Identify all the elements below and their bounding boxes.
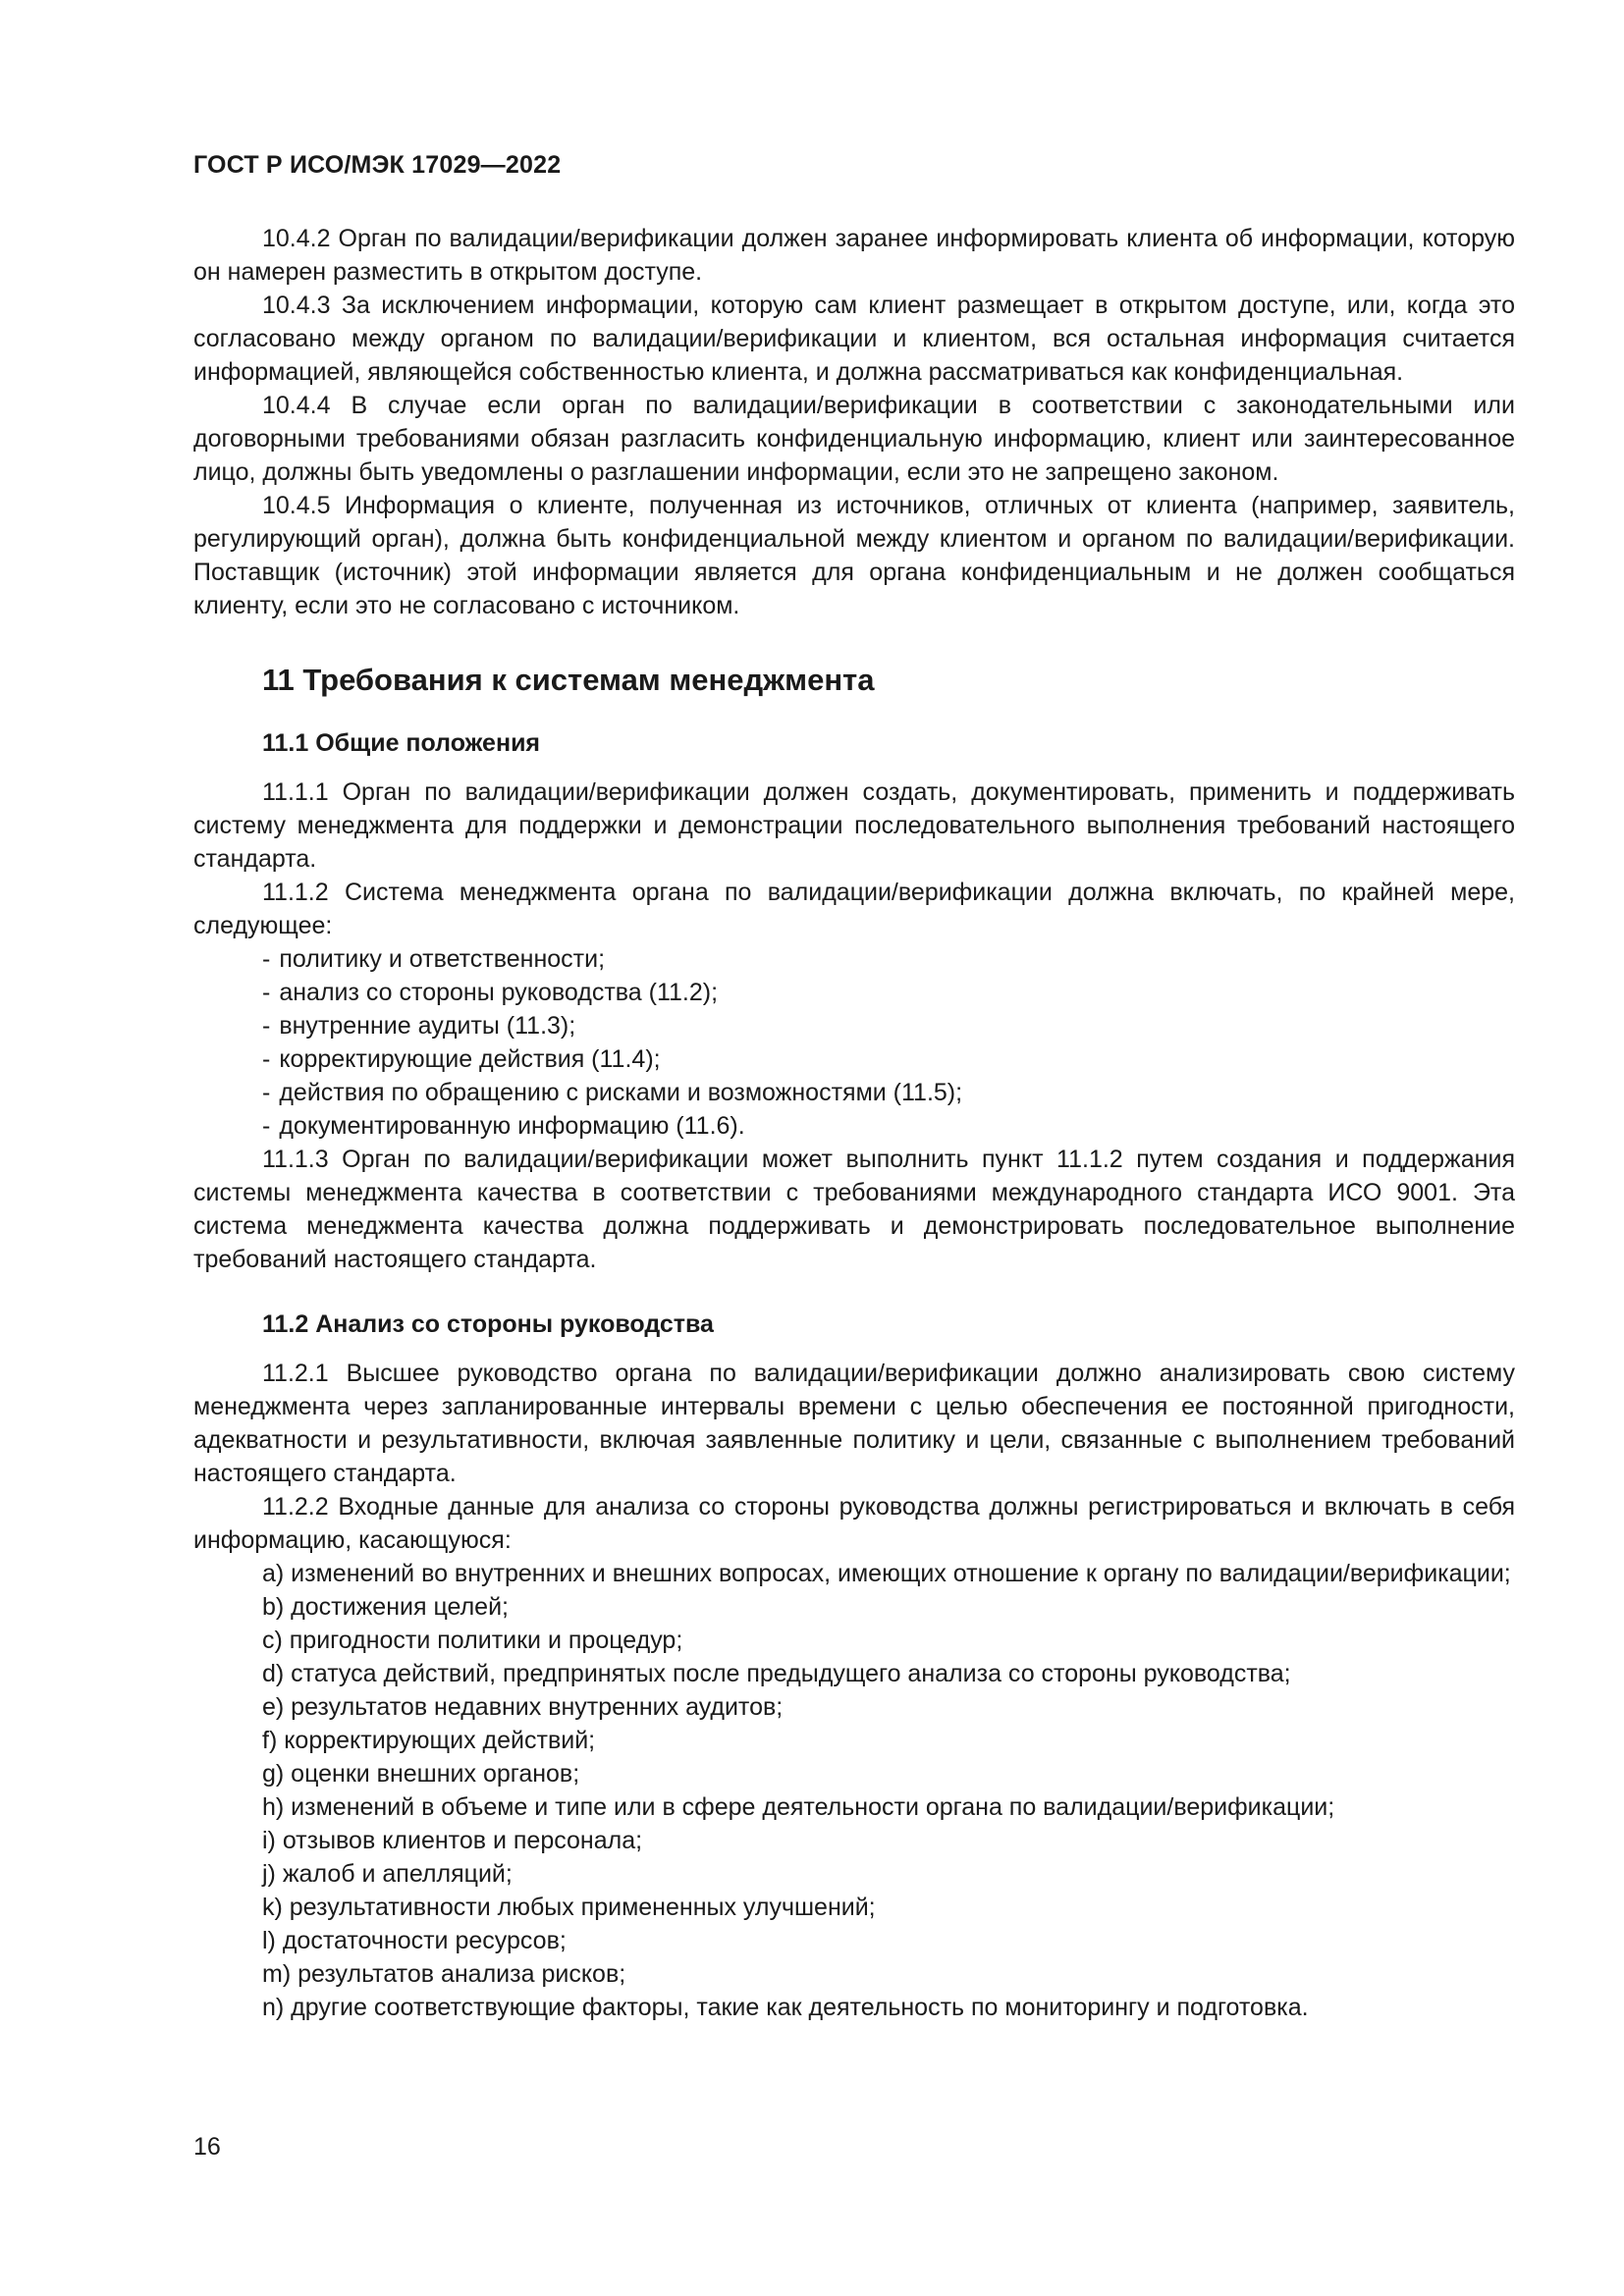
list-item: - анализ со стороны руководства (11.2); [262,979,719,1006]
page-number: 16 [193,2133,221,2161]
list-dash: - [262,1112,271,1140]
list-item: g) оценки внешних органов; [262,1760,580,1788]
clause-11-2-2: 11.2.2 Входные данные для анализа со стороны руководства должны регистрироваться и включать в себя информацию, касающуюся: [193,1493,1515,1554]
clause-10-4-3: 10.4.3 За исключением информации, которую сам клиент размещает в открытом доступе, или, когда это согласовано между органом по валидации/верификации и клиентом, вся остальная информация считается информацией, являющейся собственностью клиента, и должна рассматриваться как конфиденциальная. [193,292,1515,386]
clause-10-4-4: 10.4.4 В случае если орган по валидации/верификации в соответствии с законодательными или договорными требованиями обязан разгласить конфиденциальную информацию, клиент или заинтересованное лицо, должны быть уведомлены о разглашении информации, если это не запрещено законом. [193,392,1515,486]
list-item: - действия по обращению с рисками и возможностями (11.5); [262,1079,963,1106]
list-item: k) результативности любых примененных улучшений; [262,1894,876,1921]
list-item: h) изменений в объеме и типе или в сфере деятельности органа по валидации/верификации; [262,1793,1335,1821]
list-item: c) пригодности политики и процедур; [262,1627,683,1654]
list-item: b) достижения целей; [262,1593,509,1621]
clause-11-1-3: 11.1.3 Орган по валидации/верификации может выполнить пункт 11.1.2 путем создания и поддержания системы менеджмента качества в соответствии с требованиями международного стандарта ИСО 9001. Эта система менеджмента качества должна поддерживать и демонстрировать последовательное выполнение требований настоящего стандарта. [193,1146,1515,1273]
list-item: - корректирующие действия (11.4); [262,1045,661,1073]
clause-11-2-1: 11.2.1 Высшее руководство органа по валидации/верификации должно анализировать свою систему менеджмента через запланированные интервалы времени с целью обеспечения ее постоянной пригодности, адекватности и результативности, включая заявленные политику и цели, связанные с выполнением требований настоящего стандарта. [193,1360,1515,1487]
clause-11-1-1: 11.1.1 Орган по валидации/верификации должен создать, документировать, применить и поддерживать систему менеджмента для поддержки и демонстрации последовательного выполнения требований настоящего стандарта. [193,778,1515,873]
list-item: f) корректирующих действий; [262,1727,596,1754]
list-item: e) результатов недавних внутренних аудитов; [262,1693,784,1721]
clause-11-1-2: 11.1.2 Система менеджмента органа по валидации/верификации должна включать, по крайней мере, следующее: [193,879,1515,939]
list-dash: - [262,1045,271,1073]
section-11-1-heading: 11.1 Общие положения [262,729,541,757]
list-item: d) статуса действий, предпринятых после предыдущего анализа со стороны руководства; [262,1660,1291,1687]
section-11-2-heading: 11.2 Анализ со стороны руководства [262,1310,714,1338]
list-item: - внутренние аудиты (11.3); [262,1012,576,1040]
page-body [193,222,1515,2024]
clause-10-4-2: 10.4.2 Орган по валидации/верификации должен заранее информировать клиента об информации, которую он намерен разместить в открытом доступе. [193,225,1515,286]
list-item: a) изменений во внутренних и внешних вопросах, имеющих отношение к органу по валидации/верификации; [262,1560,1511,1587]
review-inputs-list [193,1557,1515,2024]
list-dash: - [262,1079,271,1106]
section-11-heading: 11 Требования к системам менеджмента [262,663,875,697]
list-dash: - [262,1012,271,1040]
list-item: m) результатов анализа рисков; [262,1960,626,1988]
list-item: j) жалоб и апелляций; [262,1860,513,1888]
list-item: - документированную информацию (11.6). [262,1112,745,1140]
clause-10-4-5: 10.4.5 Информация о клиенте, полученная из источников, отличных от клиента (например, заявитель, регулирующий орган), должна быть конфиденциальной между клиентом и органом по валидации/верификации. Поставщик (источник) этой информации является для органа конфиденциальным и не должен сообщаться клиенту, если это не согласовано с источником. [193,492,1515,619]
list-dash: - [262,945,271,973]
document-header: ГОСТ Р ИСО/МЭК 17029—2022 [193,151,562,179]
list-dash: - [262,979,271,1006]
list-item: n) другие соответствующие факторы, такие как деятельность по мониторингу и подготовка. [262,1994,1309,2021]
list-item: i) отзывов клиентов и персонала; [262,1827,643,1854]
list-item: l) достаточности ресурсов; [262,1927,567,1954]
management-system-list [193,942,1515,1143]
list-item: - политику и ответственности; [262,945,606,973]
